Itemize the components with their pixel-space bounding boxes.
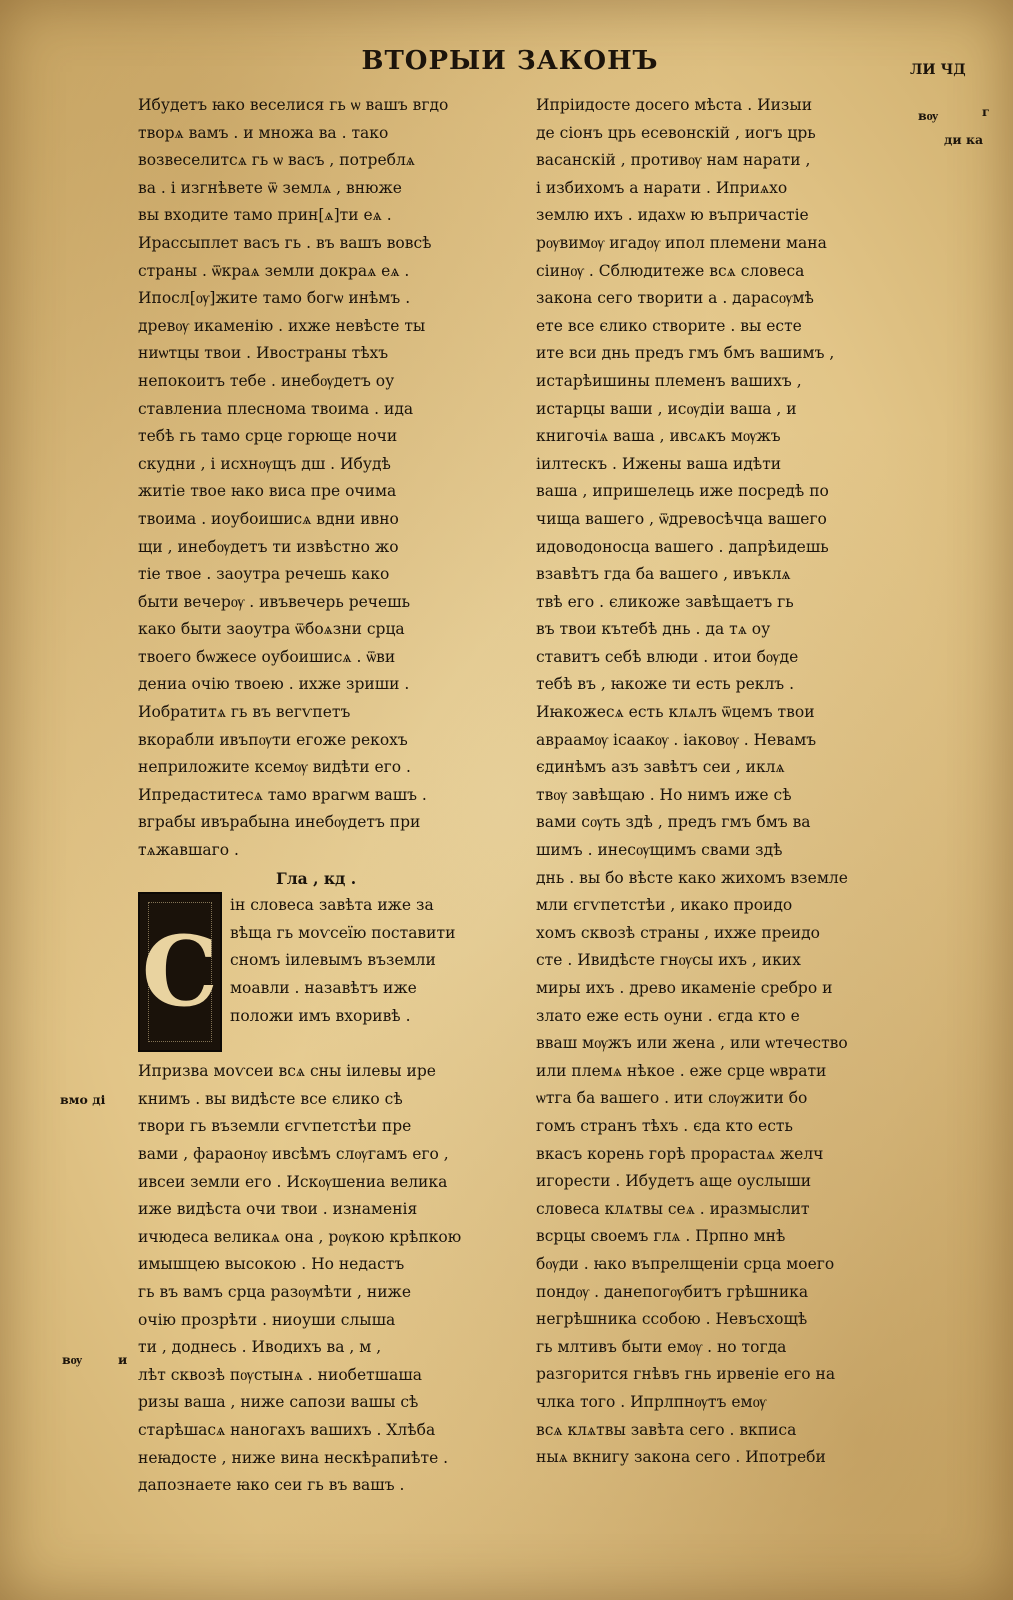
text-line: ставлениа плеснома твоима . ида [138,399,414,418]
decorated-initial: С [138,892,222,1052]
text-line: ва . і изгнѣвете ѿ землѧ , внюже [138,178,402,197]
folio-number: ЛИ ЧД [910,62,966,78]
text-line: вкорабли ивъпѹти егоже рекохъ [138,730,408,749]
text-line: неприложите ксемѹ видѣти его . [138,758,411,777]
text-line: истарѣишины племенъ вашихъ , [536,371,802,390]
text-line: твоего бѡжесе оубоишисѧ . ѿви [138,647,396,666]
text-line: разгорится гнѣвъ гнь ирвеніе его на [536,1365,836,1384]
chapter-opening [138,892,510,1058]
text-line: твѹ завѣщаю . Но нимъ иже сѣ [536,785,792,804]
left-text-block [138,92,510,865]
running-title: ВТОРЫИ ЗАКОНЪ [361,46,659,76]
right-column [536,92,912,1472]
text-line: де сіонъ црь есевонскій , иогъ црь [536,123,816,142]
text-line: пондѹ . данепогѹбитъ грѣшника [536,1282,809,1301]
text-line: словеса клѧтвы сеѧ . иразмыслит [536,1199,810,1218]
text-line: твоима . иоубоишисѧ вдни ивно [138,509,399,528]
text-line: іилтескъ . Ижены ваша идѣти [536,454,782,473]
text-line: ставитъ себѣ влюди . итои бѹде [536,647,799,666]
text-line: игорести . Ибудетъ аще оуслыши [536,1172,812,1191]
text-line: сіинѹ . Сблюдитеже всѧ словеса [536,261,805,280]
text-line: ниѡтцы твои . Ивостраны тѣхъ [138,344,389,363]
text-line: днь . вы бо вѣсте како жихомъ вземле [536,868,848,887]
text-line: или племѧ нѣкое . еже срце ѡврати [536,1061,827,1080]
text-line: Ирассыплет васъ гь . въ вашъ вовсѣ [138,233,432,252]
text-line: єдинѣмъ азъ завѣтъ сеи , иклѧ [536,758,785,777]
text-line: идоводоносца вашего . дапрѣидешь [536,537,829,556]
text-line: ныѧ вкнигу закона сего . Ипотреби [536,1448,826,1467]
text-line: мли єгѵпетстѣи , икако проидо [536,896,793,915]
text-line: вваш мѹжъ или жена , или ѡтечество [536,1034,848,1053]
text-line: і избихомъ а нарати . Иприѧхо [536,178,788,197]
text-line: вграбы ивърабына инебѹдетъ при [138,813,421,832]
margin-note: вѹ [918,108,939,123]
text-line: книмъ . вы видѣсте все єлико сѣ [138,1089,403,1108]
margin-note: ди ка [944,132,984,147]
text-line: шимъ . инесѹщимъ свами здѣ [536,841,783,860]
text-line: неꙗдосте , ниже вина нескѣрапиѣте . [138,1448,449,1467]
text-line: щи , инебѹдетъ ти извѣстно жо [138,537,399,556]
text-line: очію прозрѣти . ниоуши слыша [138,1310,396,1329]
text-line: книгочіѧ ваша , ивсѧкъ мѹжъ [536,427,781,446]
text-line: моавли . назавѣтъ иже [230,979,417,997]
text-line: сномъ іилевымъ въземли [230,951,436,970]
text-line: землю ихъ . идахѡ ю въпричастіе [536,206,809,225]
text-line: вами , фараонѹ ивсѣмъ слѹгамъ его , [138,1145,449,1163]
text-line: Ипризва моѵсеи всѧ сны іилевы ире [138,1062,436,1081]
text-line: твори гь въземли єгѵпетстѣи пре [138,1117,412,1136]
text-line: ѡтга ба вашего . ити слѹжити бо [536,1089,808,1108]
text-line: ризы ваша , ниже сапози вашы сѣ [138,1393,419,1412]
text-line: истарцы ваши , исѹдіи ваша , и [536,399,797,418]
text-line: тіе твое . заоутра речешь како [138,565,390,584]
text-line: Иобратитѧ гь въ вегѵпетъ [138,703,351,722]
text-line: положи имъ вхоривѣ . [230,1006,411,1025]
margin-note: и [118,1352,128,1367]
text-line: вкасъ корень горѣ прорастаѧ желч [536,1144,824,1163]
left-text-block [138,1058,510,1500]
text-line: чища вашего , ѿдревосѣчца вашего [536,509,827,528]
text-line: сте . Ивидѣсте гнѹсы ихъ , иких [536,951,801,970]
text-line: вами сѹть здѣ , предъ гмъ бмъ ва [536,813,811,832]
text-line: непокоитъ тебе . инебѹдетъ оу [138,371,395,390]
text-line: како быти заоутра ѿбоѧзни срца [138,620,405,639]
text-line: Иꙗкожесѧ есть клѧлъ ѿцемъ твои [536,703,815,722]
text-line: миры ихъ . древо икаменіе сребро и [536,979,833,997]
text-line: скудни , і исхнѹщъ дш . Ибудѣ [138,454,391,473]
text-line: гь млтивъ быти емѹ . но тогда [536,1337,787,1356]
text-line: древѹ икаменію . ихже невѣсте ты [138,316,426,335]
text-line: ите вси днь предъ гмъ бмъ вашимъ , [536,344,835,363]
text-line: ваша , ипришелець иже посредѣ по [536,482,829,501]
text-line: ичюдеса великаѧ она , рѹкою крѣпкою [138,1227,462,1246]
text-line: гь въ вамъ срца разѹмѣти , ниже [138,1282,411,1301]
text-line: творѧ вамъ . и множа ва . тако [138,123,389,142]
text-line: рѹвимѹ игадѹ ипол племени мана [536,233,827,252]
text-line: взавѣтъ гда ба вашего , ивъклѧ [536,565,791,584]
text-line: твѣ его . єликоже завѣщаетъ гь [536,592,794,611]
text-line: имышцею высокою . Но недастъ [138,1255,405,1274]
text-line: лѣт сквозѣ пѹстынѧ . ниобетшаша [138,1365,423,1384]
text-line: дениа очію твоею . ихже зриши . [138,675,410,694]
text-line: авраамѹ ісаакѹ . іаковѹ . Невамъ [536,730,817,749]
margin-note: г [982,104,990,119]
text-line: возвеселитсѧ гь ѡ васъ , потреблѧ [138,151,415,170]
text-line: закона сего творити а . дарасѹмѣ [536,289,814,308]
text-line: тѧжавшаго . [138,841,239,860]
text-line: въ твои кътебѣ днь . да тѧ оу [536,620,771,639]
right-text-block [536,92,912,1472]
text-line: Ипріидосте досего мѣста . Иизыи [536,96,813,114]
text-line: старѣшасѧ наногахъ вашихъ . Хлѣба [138,1420,436,1439]
text-line: тебѣ гь тамо срце горюще ночи [138,427,398,446]
text-line: всрцы своемъ глѧ . Прпно мнѣ [536,1227,786,1246]
text-line: Ибудетъ ꙗко веселися гь ѡ вашъ вгдо [138,96,449,114]
text-line: злато еже есть оуни . єгда кто е [536,1006,800,1025]
text-line: Ипосл[ѹ]жите тамо богѡ инѣмъ . [138,289,411,308]
text-line: житіе твое ꙗко виса пре очима [138,482,397,501]
text-line: иже видѣста очи твои . изнаменія [138,1200,418,1219]
margin-note: вмо ді [60,1092,106,1107]
text-line: васанскій , противѹ нам нарати , [536,151,811,170]
text-line: ивсеи земли его . Искѹшениа велика [138,1172,448,1191]
chapter-heading: Гла , кд . [276,868,357,888]
left-column [138,92,510,1500]
margin-note: вѹ [62,1352,83,1367]
text-line: всѧ клѧтвы завѣта сего . вкписа [536,1420,797,1439]
text-line: вѣща гь моѵсеїю поставити [230,923,456,942]
text-line: Ипредаститесѧ тамо врагѡм вашъ . [138,785,427,804]
text-line: дапознаете ꙗко сеи гь въ вашъ . [138,1476,405,1495]
text-line: негрѣшника ссобою . Невъсхощѣ [536,1310,808,1329]
text-line: гомъ странъ тѣхъ . єда кто есть [536,1116,793,1135]
text-line: страны . ѿкраѧ земли докраѧ еѧ . [138,261,410,280]
text-line: члка того . Ипрлпнѹтъ емѹ [536,1392,767,1411]
text-line: хомъ сквозѣ страны , ихже преидо [536,923,821,942]
text-line: ти , доднесь . Иводихъ ва , м , [138,1338,382,1357]
text-line: вы входите тамо прин[ѧ]ти еѧ . [138,206,392,225]
text-line: ете все єлико створите . вы есте [536,316,802,335]
text-line: тебѣ въ , ꙗкоже ти есть реклъ . [536,675,795,694]
text-line: бѹди . ꙗко въпрелщеніи срца моего [536,1254,835,1273]
text-line: быти вечерѹ . ивъвечерь речешь [138,592,411,611]
text-line: ін словеса завѣта иже за [230,896,434,915]
